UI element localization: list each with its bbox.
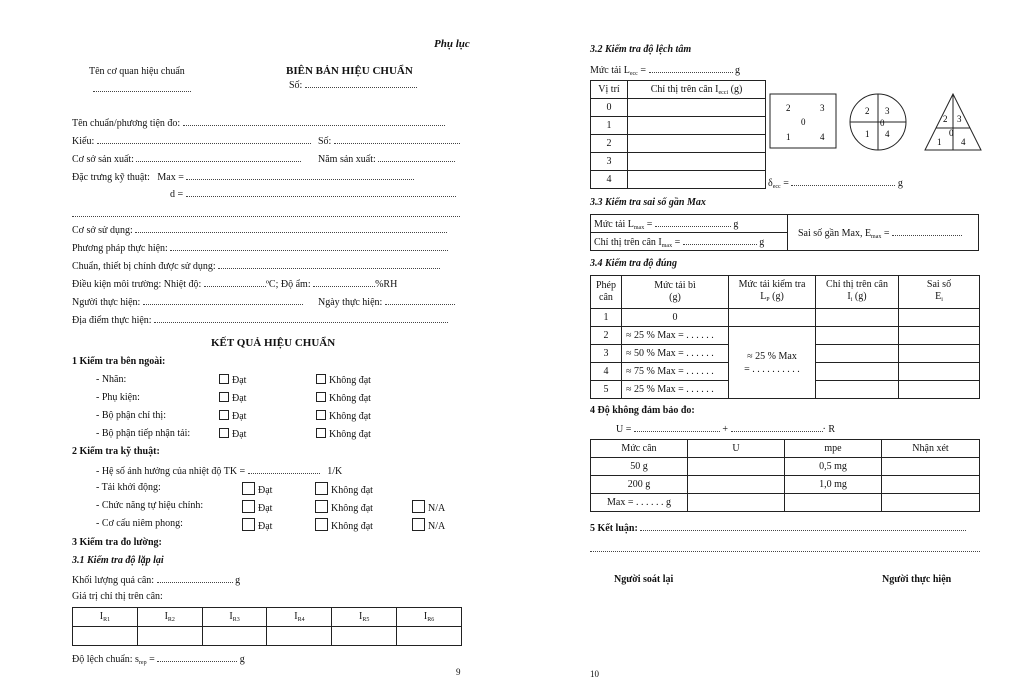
square-pos-2: 2 [786,103,791,113]
org-label: Tên cơ quan hiệu chuẩn [89,66,185,77]
header-indication: Chỉ thị trên cân $I_{ecci}$ (g) [628,81,766,99]
cell-ir4[interactable] [267,627,332,646]
eccentricity-diagrams [768,92,988,154]
mass-label: Khối lượng quả cân: [72,575,155,586]
page-number: 9 [456,667,461,677]
max-error-cell[interactable]: Sai số gần Max, $E_{max}$ = [788,215,979,251]
max-error-table [590,214,979,251]
header-ir6: $I_{R6}$ [397,608,462,627]
acc-load-2: ≈ 25 % Max = . . . . . . [622,327,729,345]
cell-ir3[interactable] [202,627,267,646]
checkbox[interactable] [219,374,229,384]
serial-row [318,134,460,148]
max-load-cell[interactable]: Mức tải $L_{max} = g$ [591,215,788,233]
circle-pos-3: 3 [885,106,890,116]
sec1-row-4: - Bộ phận tiếp nhận tải: [96,428,191,439]
sec2-row-2: - Chức năng tự hiệu chỉnh: [96,500,204,511]
triangle-pos-4: 4 [961,137,966,147]
unc-mpe-2: 1,0 mg [785,476,882,494]
ecc-pos-1: 1 [591,117,628,135]
stddev-unit: g [239,654,245,665]
model-row [72,134,311,148]
header-remark: Nhận xét [882,440,980,458]
checkbox[interactable] [315,482,328,495]
manufacturer-label: Cơ sở sản xuất: [72,154,134,165]
manufacturer-row [72,152,301,166]
method-label: Phương pháp thực hiện: [72,243,168,254]
doc-title: BIÊN BẢN HIỆU CHUẨN [286,65,413,77]
sec33-title: 3.3 Kiểm tra sai số gần Max [590,197,706,208]
ecc-pos-3: 3 [591,153,628,171]
stddev-row: Độ lệch chuẩn: $s_{rep} = g$ [72,654,245,666]
acc-ind-2[interactable] [816,327,899,345]
sec32-title: 3.2 Kiểm tra độ lệch tâm [590,44,692,55]
acc-step-5: 5 [591,381,622,399]
sec2-pass-1[interactable]: Đạt [242,482,272,497]
triangle-pos-0: 0 [949,128,954,138]
sec2-pass-2[interactable]: Đạt [242,500,272,515]
deg-label: ºC; [265,279,279,290]
sec1-fail-2[interactable]: Không đạt [316,392,371,405]
place-row [72,313,448,327]
ecc-cell-0[interactable] [628,99,766,117]
blank-line [72,204,460,222]
triangle-pos-2: 2 [943,114,948,124]
uncertainty-table [590,439,980,512]
u-label: U = [616,424,632,435]
checkbox[interactable] [242,500,255,513]
unc-u-1[interactable] [688,458,785,476]
acc-test-load-1[interactable] [729,309,816,327]
mass-unit: g [235,575,241,586]
sec1-pass-3[interactable]: Đạt [219,410,246,423]
ecc-cell-2[interactable] [628,135,766,153]
rh-label: %RH [375,279,398,290]
acc-err-5[interactable] [899,381,980,399]
unc-u-3[interactable] [688,494,785,512]
checkbox[interactable] [242,482,255,495]
unc-level-1: 50 g [591,458,688,476]
date-label: Ngày thực hiện: [318,297,383,308]
sec2-title: 2 Kiểm tra kỹ thuật: [72,446,160,457]
org-dots [93,79,191,97]
header-test-load: Mức tải kiểm tra $L_P$ (g) [729,276,816,309]
checkbox[interactable] [219,410,229,420]
eccentricity-table [590,80,766,189]
header-u: U [688,440,785,458]
unc-level-2: 200 g [591,476,688,494]
acc-load-4: ≈ 75 % Max = . . . . . . [622,363,729,381]
mass-row [72,573,240,587]
max-label: Max = [157,172,184,183]
number-row [289,78,417,92]
unc-mpe-1: 0,5 mg [785,458,882,476]
sec1-pass-4[interactable]: Đạt [219,428,246,441]
ecc-pos-0: 0 [591,99,628,117]
ecc-cell-3[interactable] [628,153,766,171]
tk-unit: 1/K [327,466,343,477]
unc-mpe-3 [785,494,882,512]
header-ir5: $I_{R5}$ [332,608,397,627]
checkbox[interactable] [219,392,229,402]
sec5-title: 5 Kết luận: [590,523,638,534]
tk-row [96,464,342,478]
spec-row [72,170,414,184]
max-indication-cell[interactable]: Chỉ thị trên cân $I_{max} = g$ [591,233,788,251]
sec1-pass-2[interactable]: Đạt [219,392,246,405]
sec2-row-1: - Tải khởi động: [96,482,161,493]
square-pos-4: 4 [820,132,825,142]
checkbox[interactable] [316,392,326,402]
unc-u-2[interactable] [688,476,785,494]
humidity-label: Độ ẩm: [280,279,311,290]
stddev-label: Độ lệch chuẩn: s [72,654,139,665]
unc-remark-2[interactable] [882,476,980,494]
repeatability-table [72,607,462,646]
acc-ind-3[interactable] [816,345,899,363]
acc-ind-4[interactable] [816,363,899,381]
acc-merged-test-load[interactable]: ≈ 25 % Max = . . . . . . . . . . [729,327,816,399]
triangle-pos-1: 1 [937,137,942,147]
header-level: Mức cân [591,440,688,458]
acc-load-1: 0 [622,309,729,327]
circle-pos-0: 0 [880,118,885,128]
reviewer-signature: Người soát lại [614,574,674,585]
triangle-pos-3: 3 [957,114,962,124]
checkbox[interactable] [219,428,229,438]
acc-load-5: ≈ 25 % Max = . . . . . . [622,381,729,399]
ecc-load-label: Mức tải L [590,65,630,76]
square-pos-3: 3 [820,103,825,113]
sec4-title: 4 Độ không đảm bảo đo: [590,405,695,416]
sec1-fail-4[interactable]: Không đạt [316,428,371,441]
checkbox[interactable] [316,410,326,420]
sec2-na-2[interactable]: N/A [412,500,445,515]
header-indication: Chỉ thị trên cân $I_i$ (g) [816,276,899,309]
acc-load-3: ≈ 50 % Max = . . . . . . [622,345,729,363]
sec1-row-3: - Bộ phận chỉ thị: [96,410,166,421]
cell-ir1[interactable] [73,627,138,646]
tk-label: - Hệ số ảnh hưởng của nhiệt độ TK = [96,466,246,477]
circle-pos-2: 2 [865,106,870,116]
checkbox[interactable] [316,428,326,438]
ecc-pos-4: 4 [591,171,628,189]
unc-level-3: Max = . . . . . . g [591,494,688,512]
acc-err-2[interactable] [899,327,980,345]
delta-label: δ [768,178,773,189]
performer-label: Người thực hiện: [72,297,141,308]
results-title: KẾT QUẢ HIỆU CHUẨN [211,337,336,349]
number-label: Số: [289,80,303,91]
acc-err-4[interactable] [899,363,980,381]
model-label: Kiểu: [72,136,95,147]
sec3-title: 3 Kiểm tra đo lường: [72,537,162,548]
d-label: d = [170,189,184,200]
checkbox[interactable] [315,518,328,531]
appendix-label: Phụ lục [434,38,470,50]
circle-pos-1: 1 [865,129,870,139]
circle-diagram [850,94,906,150]
square-pos-0: 0 [801,117,806,127]
ecc-cell-1[interactable] [628,117,766,135]
conclusion-line [590,539,980,557]
readings-label: Giá trị chỉ thị trên cân: [72,591,163,602]
sec1-row-2: - Phụ kiện: [96,392,140,403]
header-ir4: $I_{R4}$ [267,608,332,627]
env-row [72,277,397,291]
acc-ind-1[interactable] [816,309,899,327]
acc-step-1: 1 [591,309,622,327]
env-label: Điều kiện môi trường: Nhiệt độ: [72,279,202,290]
year-label: Năm sản xuất: [318,154,376,165]
acc-step-3: 3 [591,345,622,363]
cell-ir2[interactable] [137,627,202,646]
header-tare-load: Mức tải bì (g) [622,276,729,309]
sec2-pass-3[interactable]: Đạt [242,518,272,533]
unc-remark-3[interactable] [882,494,980,512]
sec2-row-3: - Cơ cấu niêm phong: [96,518,183,529]
ecc-cell-4[interactable] [628,171,766,189]
header-step: Phép cân [591,276,622,309]
checkbox[interactable] [242,518,255,531]
sec1-pass-1[interactable]: Đạt [219,374,246,387]
right-page [512,0,1024,683]
sec1-fail-1[interactable]: Không đạt [316,374,371,387]
user-label: Cơ sở sử dụng: [72,225,133,236]
checkbox[interactable] [316,374,326,384]
user-row [72,223,447,237]
sec31-title: 3.1 Kiểm tra độ lặp lại [72,555,164,566]
accuracy-table [590,275,980,399]
equipment-label: Chuẩn, thiết bị chính được sử dụng: [72,261,216,272]
serial-label: Số: [318,136,332,147]
place-label: Địa điểm thực hiện: [72,315,152,326]
triangle-diagram [925,94,981,150]
std-name-row [72,116,445,130]
header-ir1: $I_{R1}$ [73,608,138,627]
u-row: U = + · R [616,424,836,435]
checkbox[interactable] [412,518,425,531]
ecc-pos-2: 2 [591,135,628,153]
page-number: 10 [590,669,599,679]
acc-step-2: 2 [591,327,622,345]
date-row [318,295,455,309]
header-position: Vị trí [591,81,628,99]
header-ir2: $I_{R2}$ [137,608,202,627]
spec-label: Đặc trưng kỹ thuật: [72,172,150,183]
equipment-row [72,259,440,273]
sec2-fail-1[interactable]: Không đạt [315,482,373,497]
performer-signature: Người thực hiện [882,574,952,585]
performer-row [72,295,303,309]
sec2-fail-3[interactable]: Không đạt [315,518,373,533]
cell-ir5[interactable] [332,627,397,646]
cell-ir6[interactable] [397,627,462,646]
year-row [318,152,455,166]
sec5-row [590,521,966,535]
checkbox[interactable] [412,500,425,513]
header-mpe: mpe [785,440,882,458]
acc-step-4: 4 [591,363,622,381]
header-error: Sai số $E_i$ [899,276,980,309]
square-diagram [770,94,836,148]
sec2-na-3[interactable]: N/A [412,518,445,533]
method-row [72,241,448,255]
unc-remark-1[interactable] [882,458,980,476]
sec34-title: 3.4 Kiểm tra độ đúng [590,258,677,269]
std-name-label: Tên chuẩn/phương tiện đo: [72,118,181,129]
acc-ind-5[interactable] [816,381,899,399]
circle-pos-4: 4 [885,129,890,139]
acc-err-3[interactable] [899,345,980,363]
sec1-title: 1 Kiểm tra bên ngoài: [72,356,166,367]
acc-err-1[interactable] [899,309,980,327]
ecc-load-row: Mức tải $L_{ecc} = g$ [590,65,740,77]
d-row [170,187,456,201]
sec2-fail-2[interactable]: Không đạt [315,500,373,515]
square-pos-1: 1 [786,132,791,142]
delta-row: $\delta_{ecc} = g$ [768,178,903,190]
header-ir3: $I_{R3}$ [202,608,267,627]
checkbox[interactable] [315,500,328,513]
sec1-fail-3[interactable]: Không đạt [316,410,371,423]
sec1-row-1: - Nhãn: [96,374,127,385]
